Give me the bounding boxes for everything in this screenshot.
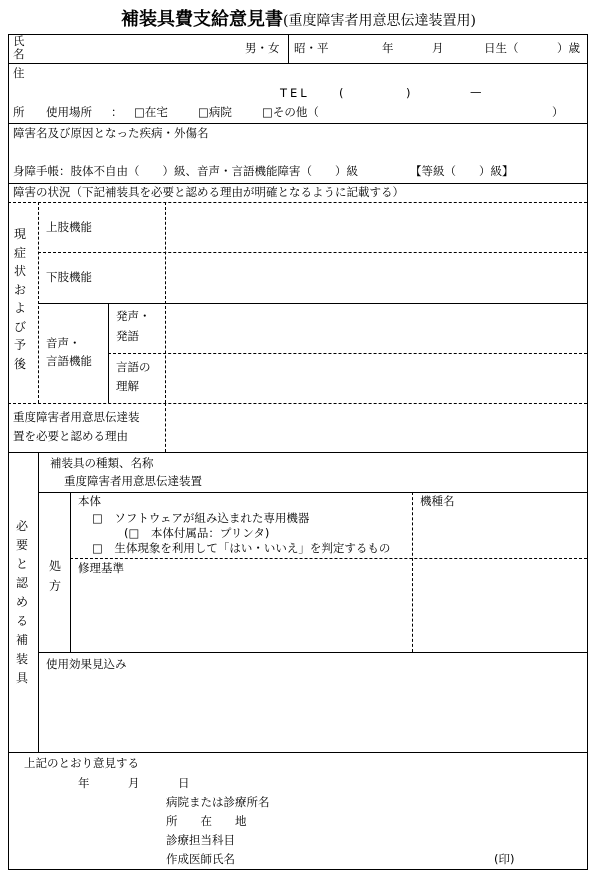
repair-standard-label: 修理基準 <box>78 561 124 575</box>
doctor-name-field[interactable] <box>250 851 490 867</box>
tel-label: TEL <box>280 86 310 100</box>
reason-label-2: 置を必要と認める理由 <box>13 429 128 443</box>
upper-limb-field[interactable] <box>168 205 580 249</box>
birth-month-label: 月 <box>432 41 444 55</box>
opinion-statement: 上記のとおり意見する <box>24 756 139 770</box>
use-place-other[interactable]: □その他（ <box>262 105 319 119</box>
char: 装 <box>15 652 28 666</box>
gender-options[interactable]: 男・女 <box>245 41 280 55</box>
form-title-sub: (重度障害者用意思伝達装置用) <box>283 13 476 29</box>
overall-grade: 【等級（ ）級】 <box>410 164 514 178</box>
use-place-other-close: ） <box>552 105 564 119</box>
comprehension-label-1: 言語の <box>116 360 151 374</box>
use-place-hospital[interactable]: □病院 <box>198 105 232 119</box>
rule <box>8 403 587 404</box>
char: 認 <box>15 576 28 590</box>
disability-cause-field[interactable] <box>13 142 573 162</box>
rule <box>38 452 39 752</box>
vocalization-field[interactable] <box>168 306 580 350</box>
reason-field[interactable] <box>168 406 580 449</box>
footer-day-label: 日 <box>178 776 190 790</box>
rule <box>8 63 587 64</box>
model-name-field[interactable] <box>416 512 580 556</box>
rule <box>165 403 166 452</box>
lower-limb-field[interactable] <box>168 255 580 299</box>
char: 具 <box>15 671 28 685</box>
voice-speech-label-2: 言語機能 <box>46 354 92 368</box>
tel-close: ) <box>406 86 411 100</box>
device-option-biosignal[interactable]: □ 生体現象を利用して「はい・いいえ」を判定するもの <box>92 541 391 555</box>
lower-limb-label: 下肢機能 <box>46 270 92 284</box>
name-divider <box>288 34 289 63</box>
char: 処 <box>48 559 61 573</box>
name-label-2: 名 <box>13 47 25 61</box>
char: よ <box>13 301 26 315</box>
rule <box>8 452 587 453</box>
footer-month-label: 月 <box>128 776 140 790</box>
use-place-home[interactable]: □在宅 <box>134 105 168 119</box>
char: 方 <box>48 579 61 593</box>
rule <box>412 492 413 652</box>
handbook-grade-line: 身障手帳：肢体不自由（ ）級、音声・言語機能障害（ ）級 <box>13 164 358 178</box>
char: 予 <box>13 338 26 352</box>
comprehension-field[interactable] <box>168 356 580 400</box>
rule <box>38 492 587 493</box>
char: め <box>15 595 28 609</box>
upper-limb-label: 上肢機能 <box>46 220 92 234</box>
model-name-label: 機種名 <box>420 494 455 508</box>
char: 状 <box>13 264 26 278</box>
form-title-main: 補装具費支給意見書 <box>121 9 284 30</box>
device-option-dedicated[interactable]: □ ソフトウェアが組み込まれた専用機器 <box>92 511 310 525</box>
char: る <box>15 614 28 628</box>
char: 要 <box>15 538 28 552</box>
disability-cause-label: 障害名及び原因となった疾病・外傷名 <box>13 126 209 140</box>
rule <box>108 353 587 354</box>
name-label-1: 氏 <box>13 34 25 48</box>
body-label: 本体 <box>78 494 101 508</box>
effect-field[interactable] <box>44 674 580 748</box>
birth-year-label: 年 <box>382 41 394 55</box>
effect-label: 使用効果見込み <box>46 657 127 671</box>
repair-standard-field[interactable] <box>76 578 406 648</box>
char: 後 <box>13 356 26 371</box>
tel-dash: — <box>470 85 482 99</box>
department-label: 診療担当科目 <box>166 833 235 847</box>
form-title <box>0 5 597 31</box>
rule <box>8 123 587 124</box>
device-option-printer[interactable]: (□ 本体付属品：プリンタ) <box>124 526 270 540</box>
device-type-value: 重度障害者用意思伝達装置 <box>64 474 202 488</box>
char: 現 <box>13 227 26 241</box>
rule <box>8 202 587 203</box>
era-options[interactable]: 昭・平 <box>294 41 329 55</box>
tel-open: ( <box>339 86 344 100</box>
prescription-label <box>47 556 63 596</box>
footer-year-label: 年 <box>78 776 90 790</box>
comprehension-label-2: 理解 <box>116 379 139 393</box>
rule <box>8 752 587 753</box>
seal-mark: (印) <box>494 852 515 866</box>
location-label: 所 在 地 <box>166 814 247 828</box>
char: 症 <box>13 245 26 260</box>
rule <box>38 252 587 253</box>
char: お <box>13 282 26 297</box>
birth-day-label: 日生（ <box>484 41 519 55</box>
reason-label-1: 重度障害者用意思伝達装 <box>13 410 140 424</box>
char: 必 <box>15 519 28 533</box>
address-label-bottom: 所 <box>13 105 25 119</box>
condition-header: 障害の状況（下記補装具を必要と認める理由が明確となるように記載する） <box>13 185 404 199</box>
rule <box>70 558 587 559</box>
rule <box>38 303 587 304</box>
rule <box>70 492 71 652</box>
vocalization-label-2: 発語 <box>116 329 139 343</box>
voice-speech-label-1: 音声・ <box>46 336 81 350</box>
vocalization-label-1: 発声・ <box>116 309 151 323</box>
char: と <box>15 557 28 571</box>
address-label-top: 住 <box>13 66 25 80</box>
use-place-label: 使用場所 <box>46 105 92 119</box>
repair-model-field[interactable] <box>416 562 580 648</box>
condition-side-label <box>12 225 28 373</box>
use-place-colon: ： <box>111 105 123 119</box>
doctor-name-label: 作成医師氏名 <box>166 852 235 866</box>
char: 補 <box>15 633 28 647</box>
name-field[interactable] <box>32 36 242 61</box>
age-label: ）歳 <box>557 41 580 55</box>
char: び <box>13 319 26 334</box>
rule <box>8 183 587 184</box>
device-side-label <box>14 517 30 688</box>
device-type-label: 補装具の種類、名称 <box>50 456 154 470</box>
rule <box>38 652 587 653</box>
hospital-name-label: 病院または診療所名 <box>166 795 270 809</box>
